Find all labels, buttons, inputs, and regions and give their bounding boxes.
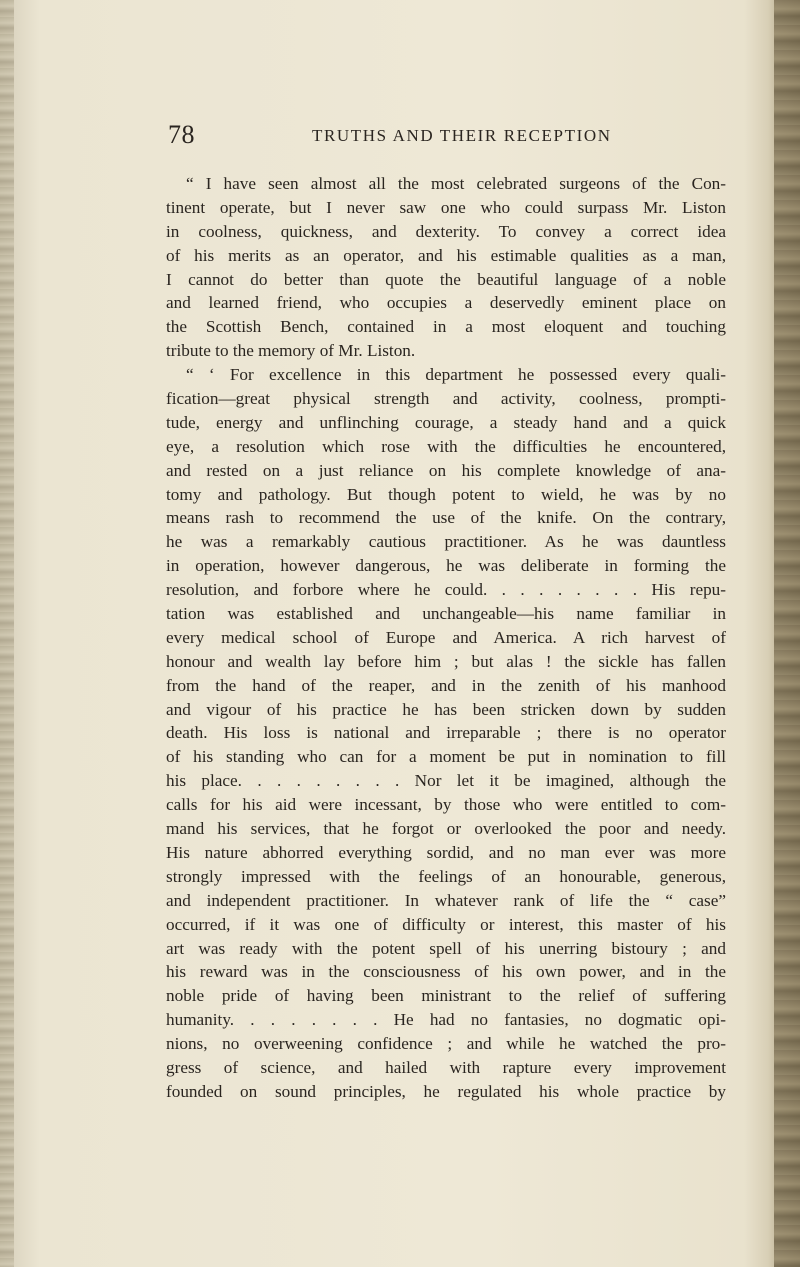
- text-line: I cannot do better than quote the beautiful language of a noble: [166, 269, 726, 289]
- text-line: the Scottish Bench, contained in a most eloquent and touching: [166, 317, 726, 337]
- text-line: tomy and pathology. But though potent to wield, he was by no: [166, 484, 726, 504]
- text-line: nions, no overweening confidence ; and while he watched the pro-: [166, 1034, 726, 1054]
- page-number: 78: [168, 120, 195, 149]
- text-line: founded on sound principles, he regulated his whole practice by: [166, 1081, 726, 1101]
- text-line: calls for his aid were incessant, by those who were entitled to com-: [166, 795, 726, 815]
- page-gutter-left: [0, 0, 14, 1267]
- text-line: tinent operate, but I never saw one who could surpass Mr. Liston: [166, 197, 726, 217]
- text-line: honour and wealth lay before him ; but alas ! the sickle has fallen: [166, 651, 726, 671]
- page-edge-right: [774, 0, 800, 1267]
- text-line: resolution, and forbore where he could. . . . . . . . . His repu-: [166, 580, 726, 600]
- text-line: noble pride of having been ministrant to the relief of suffering: [166, 986, 726, 1006]
- text-line: means rash to recommend the use of the knife. On the contrary,: [166, 508, 726, 528]
- text-line: in coolness, quickness, and dexterity. To convey a correct idea: [166, 221, 726, 241]
- text-line: his reward was in the consciousness of his own power, and in the: [166, 962, 726, 982]
- text-line: gress of science, and hailed with rapture every improvement: [166, 1057, 726, 1077]
- text-line: occurred, if it was one of difficulty or interest, this master of his: [166, 914, 726, 934]
- page-header: [168, 122, 728, 148]
- text-line: strongly impressed with the feelings of an honourable, generous,: [166, 866, 726, 886]
- body-text: [166, 172, 726, 1104]
- text-line: “ ‘ For excellence in this department he possessed every quali-: [186, 365, 726, 385]
- text-line: eye, a resolution which rose with the difficulties he encountered,: [166, 436, 726, 456]
- text-line: art was ready with the potent spell of his unerring bistoury ; and: [166, 938, 726, 958]
- text-line: every medical school of Europe and America. A rich harvest of: [166, 627, 726, 647]
- text-line: of his standing who can for a moment be put in nomination to fill: [166, 747, 726, 767]
- text-line: from the hand of the reaper, and in the zenith of his manhood: [166, 675, 726, 695]
- text-line: “ I have seen almost all the most celebrated surgeons of the Con-: [186, 174, 726, 193]
- text-line: his place. . . . . . . . . Nor let it be imagined, although the: [166, 771, 726, 791]
- text-line: and rested on a just reliance on his complete knowledge of ana-: [166, 460, 726, 480]
- text-line: death. His loss is national and irreparable ; there is no operator: [166, 723, 726, 743]
- text-line: he was a remarkably cautious practitioner. As he was dauntless: [166, 532, 726, 552]
- text-line: humanity. . . . . . . . He had no fantasies, no dogmatic opi-: [166, 1010, 726, 1030]
- text-line: in operation, however dangerous, he was deliberate in forming the: [166, 556, 726, 576]
- text-line: and learned friend, who occupies a deservedly eminent place on: [166, 293, 726, 313]
- text-line: His nature abhorred everything sordid, and no man ever was more: [166, 842, 726, 862]
- text-line: and vigour of his practice he has been stricken down by sudden: [166, 699, 726, 719]
- text-line: and independent practitioner. In whatever rank of life the “ case”: [166, 890, 726, 910]
- text-line: tribute to the memory of Mr. Liston.: [166, 341, 416, 361]
- running-head: TRUTHS AND THEIR RECEPTION: [312, 126, 612, 145]
- text-line: of his merits as an operator, and his estimable qualities as a man,: [166, 245, 726, 265]
- text-line: tude, energy and unflinching courage, a steady hand and a quick: [166, 412, 726, 432]
- text-line: tation was established and unchangeable—his name familiar in: [166, 604, 726, 624]
- text-line: mand his services, that he forgot or overlooked the poor and needy.: [166, 819, 726, 839]
- text-line: fication—great physical strength and activity, coolness, prompti-: [166, 389, 726, 409]
